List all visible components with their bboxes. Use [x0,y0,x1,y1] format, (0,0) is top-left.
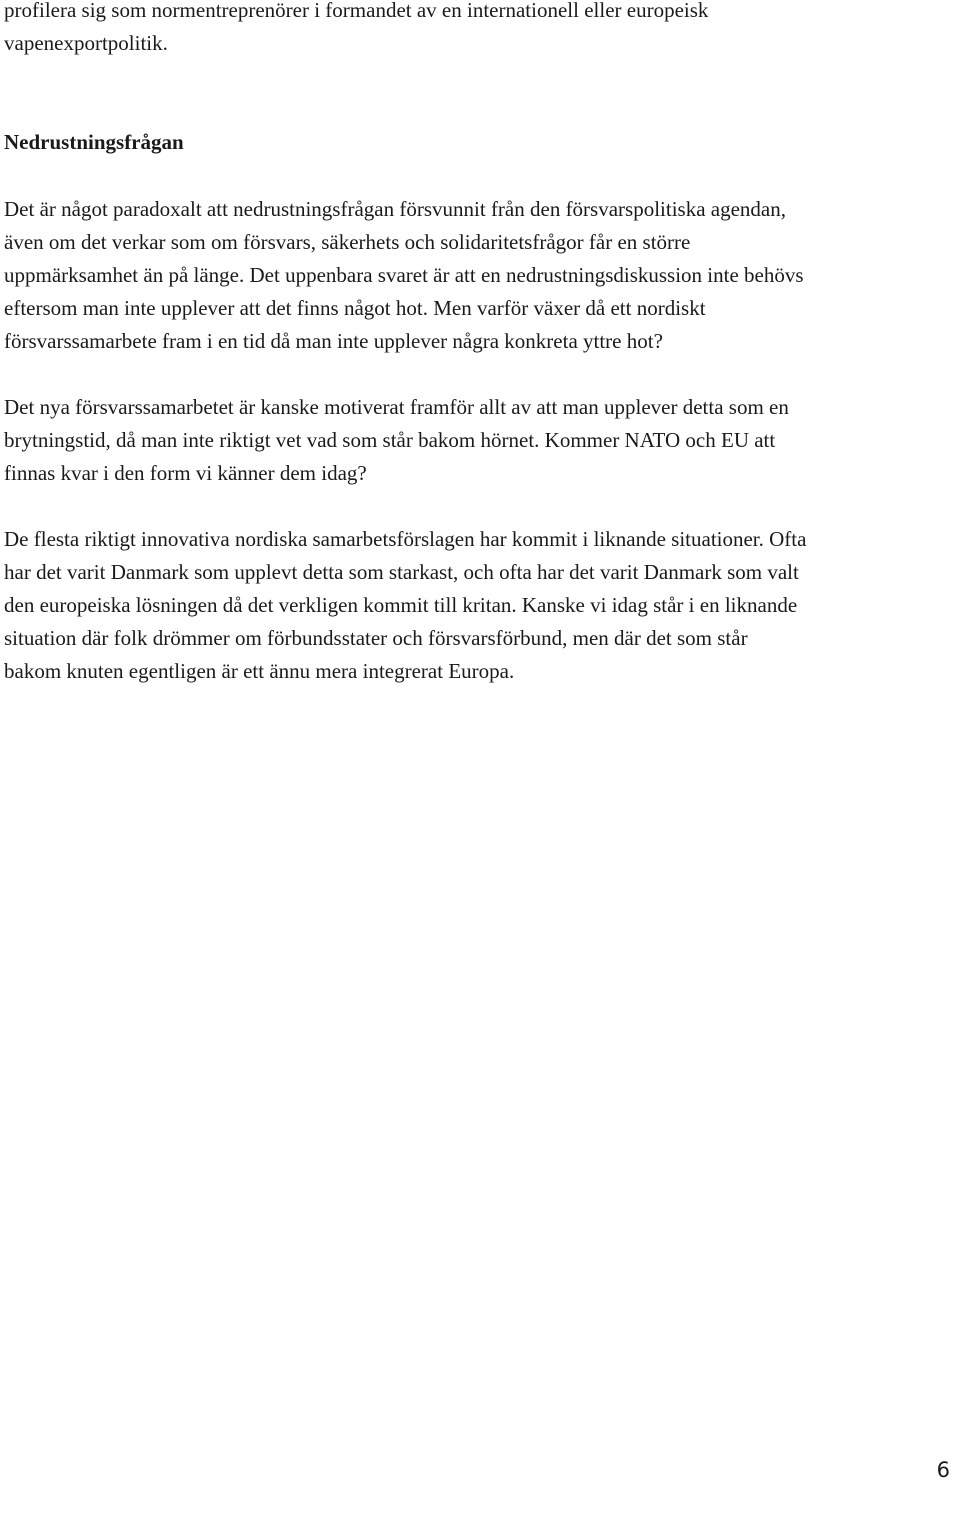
continuation-paragraph [4,0,708,60]
section-heading: Nedrustningsfrågan [4,130,184,154]
body-paragraph-3 [4,523,806,688]
text-line: vapenexportpolitik. [4,31,168,55]
text-line: uppmärksamhet än på länge. Det uppenbara svaret är att en nedrustningsdiskussion inte behövs [4,263,804,287]
page-number: 6 [936,1458,950,1482]
text-line: bakom knuten egentligen är ett ännu mera integrerat Europa. [4,659,515,683]
text-line: den europeiska lösningen då det verkligen kommit till kritan. Kanske vi idag står i en liknande [4,593,798,617]
body-paragraph-2 [4,391,789,490]
text-line: försvarssamarbete fram i en tid då man inte upplever några konkreta yttre hot? [4,329,663,353]
body-paragraph-1 [4,193,804,358]
text-line: profilera sig som normentreprenörer i formandet av en internationell eller europeisk [4,0,709,22]
text-line: Det nya försvarssamarbetet är kanske motiverat framför allt av att man upplever detta som en [4,395,789,419]
text-line: eftersom man inte upplever att det finns något hot. Men varför växer då ett nordiskt [4,296,706,320]
text-line: situation där folk drömmer om förbundsstater och försvarsförbund, men där det som står [4,626,748,650]
text-line: De flesta riktigt innovativa nordiska samarbetsförslagen har kommit i liknande situationer. Ofta [4,527,807,551]
text-line: Det är något paradoxalt att nedrustningsfrågan försvunnit från den försvarspolitiska agendan, [4,197,787,221]
text-line: brytningstid, då man inte riktigt vet vad som står bakom hörnet. Kommer NATO och EU att [4,428,776,452]
text-line: har det varit Danmark som upplevt detta som starkast, och ofta har det varit Danmark som valt [4,560,799,584]
text-line: även om det verkar som om försvars, säkerhets och solidaritetsfrågor får en större [4,230,691,254]
text-line: finnas kvar i den form vi känner dem idag? [4,461,367,485]
